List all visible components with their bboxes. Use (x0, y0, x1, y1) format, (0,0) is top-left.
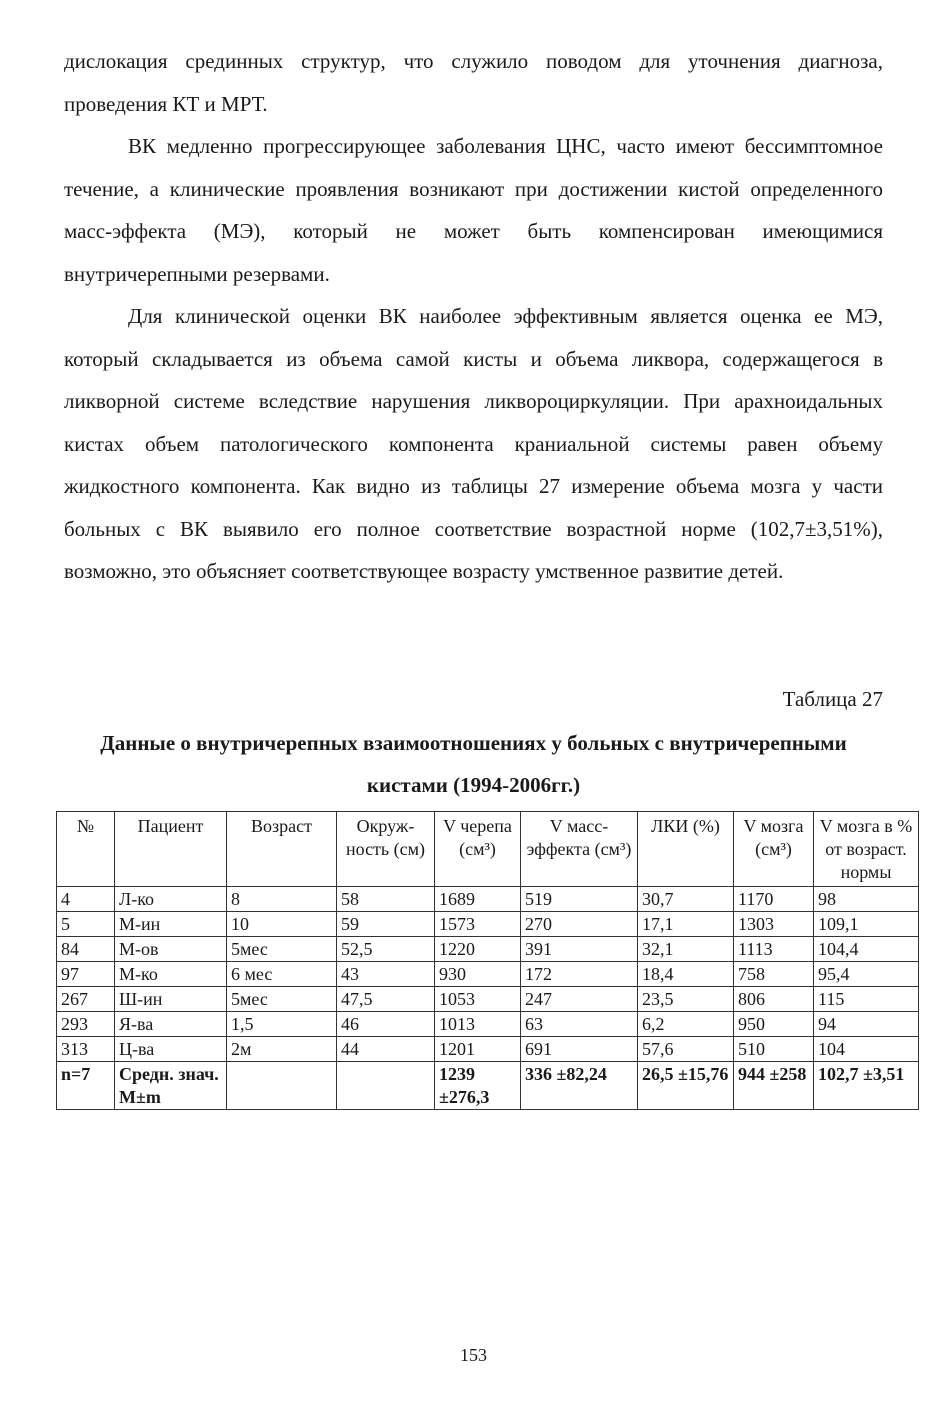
table-cell: 247 (521, 987, 638, 1012)
summary-cell: 944 ±258 (734, 1062, 814, 1110)
table-cell: М-ко (115, 962, 227, 987)
table-cell: 46 (337, 1012, 435, 1037)
table-cell: 17,1 (638, 912, 734, 937)
table-cell: 95,4 (814, 962, 919, 987)
table-cell: Я-ва (115, 1012, 227, 1037)
summary-cell: 102,7 ±3,51 (814, 1062, 919, 1110)
table-cell: 47,5 (337, 987, 435, 1012)
table-cell: 313 (57, 1037, 115, 1062)
table-row (57, 1012, 919, 1037)
table-row (57, 887, 919, 912)
table-cell: 2м (227, 1037, 337, 1062)
table-cell: 98 (814, 887, 919, 912)
table-cell: 172 (521, 962, 638, 987)
table-summary-row (57, 1062, 919, 1110)
table-cell: 5мес (227, 937, 337, 962)
table-cell: 57,6 (638, 1037, 734, 1062)
table-cell: 104 (814, 1037, 919, 1062)
table-cell: 59 (337, 912, 435, 937)
header-mass-effect-volume: V масс-эффекта (см³) (521, 812, 638, 887)
header-patient: Пациент (115, 812, 227, 887)
table-cell: 1013 (435, 1012, 521, 1037)
table-cell: 84 (57, 937, 115, 962)
table-cell: М-ов (115, 937, 227, 962)
summary-cell (337, 1062, 435, 1110)
table-cell: 5мес (227, 987, 337, 1012)
table-cell: 43 (337, 962, 435, 987)
header-age: Возраст (227, 812, 337, 887)
header-lki: ЛКИ (%) (638, 812, 734, 887)
page-number: 153 (460, 1345, 487, 1365)
table-row (57, 912, 919, 937)
table-cell: 1689 (435, 887, 521, 912)
table-row (57, 962, 919, 987)
table-cell: 1170 (734, 887, 814, 912)
table-cell: 10 (227, 912, 337, 937)
table-cell: 23,5 (638, 987, 734, 1012)
table-cell: 519 (521, 887, 638, 912)
table-cell: 1303 (734, 912, 814, 937)
header-brain-volume: V мозга (см³) (734, 812, 814, 887)
table-cell: 52,5 (337, 937, 435, 962)
table-cell: 293 (57, 1012, 115, 1037)
table-cell: 391 (521, 937, 638, 962)
table-cell: Ш-ин (115, 987, 227, 1012)
table-cell: 6,2 (638, 1012, 734, 1037)
table-cell: 1,5 (227, 1012, 337, 1037)
paragraph-1: дислокация срединных структур, что служило поводом для уточнения диагноза, проведения КТ и МРТ. (64, 49, 883, 116)
header-circumference: Окруж-ность (см) (337, 812, 435, 887)
table-cell: 267 (57, 987, 115, 1012)
table-cell: 97 (57, 962, 115, 987)
table-cell: 115 (814, 987, 919, 1012)
table-header-row (57, 812, 919, 887)
table-cell: 6 мес (227, 962, 337, 987)
table-cell: 806 (734, 987, 814, 1012)
paragraph-2: ВК медленно прогрессирующее заболевания ЦНС, часто имеют бессимптомное течение, а клинические проявления возникают при достижении кистой определенного масс-эффекта (МЭ), который не может быть компенсирован имеющимися внутричерепными резервами. (64, 134, 883, 286)
table-cell: 4 (57, 887, 115, 912)
header-number: № (57, 812, 115, 887)
summary-cell: n=7 (57, 1062, 115, 1110)
table-cell: 950 (734, 1012, 814, 1037)
table-body (57, 887, 919, 1110)
table-cell: 1573 (435, 912, 521, 937)
table-cell: 1220 (435, 937, 521, 962)
summary-cell: 1239 ±276,3 (435, 1062, 521, 1110)
table-cell: 5 (57, 912, 115, 937)
table-cell: 8 (227, 887, 337, 912)
table-cell: 30,7 (638, 887, 734, 912)
table-cell: 758 (734, 962, 814, 987)
summary-cell (227, 1062, 337, 1110)
table-cell: 1053 (435, 987, 521, 1012)
table-cell: 58 (337, 887, 435, 912)
table-cell: 18,4 (638, 962, 734, 987)
table-title: Данные о внутричерепных взаимоотношениях у больных с внутричерепными кистами (1994-2006гг.) (100, 731, 847, 797)
table-cell: 1113 (734, 937, 814, 962)
table-row (57, 1037, 919, 1062)
table-cell: 691 (521, 1037, 638, 1062)
table-cell: 510 (734, 1037, 814, 1062)
table-cell: Л-ко (115, 887, 227, 912)
table-label: Таблица 27 (782, 687, 883, 711)
table-cell: 94 (814, 1012, 919, 1037)
table-cell: 930 (435, 962, 521, 987)
header-skull-volume: V черепа (см³) (435, 812, 521, 887)
paragraph-3: Для клинической оценки ВК наиболее эффективным является оценка ее МЭ, который складывается из объема самой кисты и объема ликвора, содержащегося в ликворной системе вследствие нарушения ликвороциркуляции. При арахноидальных кистах объем патологического компонента краниальной системы равен объему жидкостного компонента. Как видно из таблицы 27 измерение объема мозга у части больных с ВК выявило его полное соответствие возрастной норме (102,7±3,51%), возможно, это объясняет соответствующее возрасту умственное развитие детей. (64, 304, 883, 583)
table-row (57, 937, 919, 962)
table-cell: 32,1 (638, 937, 734, 962)
table-row (57, 987, 919, 1012)
table-cell: 44 (337, 1037, 435, 1062)
table-cell: 63 (521, 1012, 638, 1037)
table-cell: Ц-ва (115, 1037, 227, 1062)
table-cell: 270 (521, 912, 638, 937)
table-cell: 104,4 (814, 937, 919, 962)
header-brain-volume-percent: V мозга в % от возраст. нормы (814, 812, 919, 887)
table-cell: М-ин (115, 912, 227, 937)
data-table (56, 811, 919, 1110)
summary-cell: 26,5 ±15,76 (638, 1062, 734, 1110)
summary-cell: 336 ±82,24 (521, 1062, 638, 1110)
table-cell: 1201 (435, 1037, 521, 1062)
summary-cell: Средн. знач. М±m (115, 1062, 227, 1110)
table-cell: 109,1 (814, 912, 919, 937)
